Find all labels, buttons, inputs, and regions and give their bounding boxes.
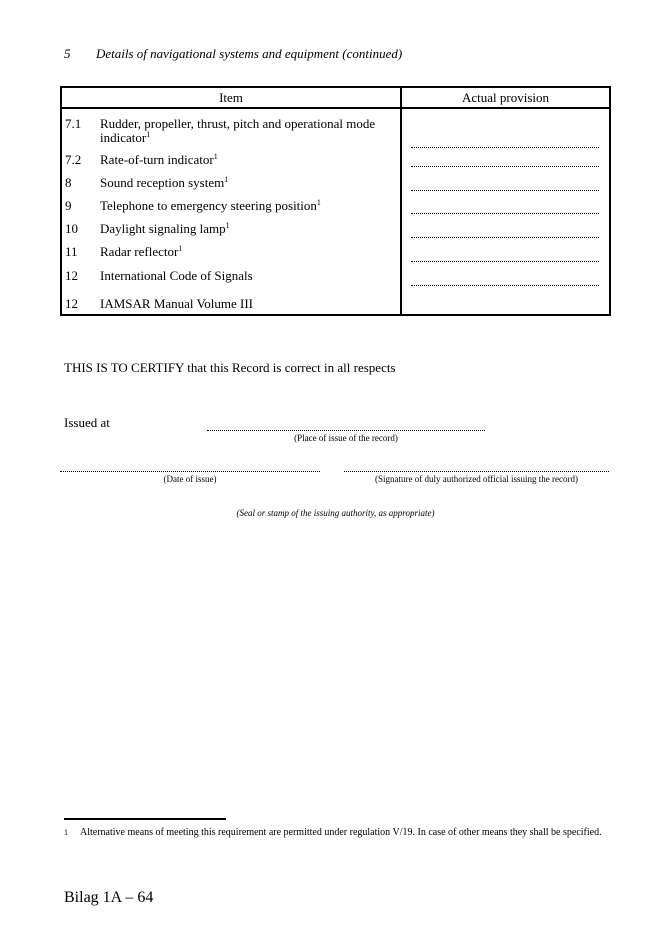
item-text: IAMSAR Manual Volume III	[100, 296, 253, 311]
seal-caption: (Seal or stamp of the issuing authority, as appropriate)	[236, 508, 435, 518]
item-cell	[61, 108, 401, 315]
item-number: 12	[65, 296, 78, 311]
footnote-mark: 1	[64, 828, 68, 837]
item-description	[100, 117, 390, 145]
item-description	[100, 297, 390, 311]
item-description	[100, 153, 390, 167]
item-text: International Code of Signals	[100, 268, 253, 283]
footnote-ref: 1	[225, 221, 230, 230]
provision-entry-line[interactable]	[411, 213, 599, 214]
item-text: Telephone to emergency steering position	[100, 198, 317, 213]
section-heading	[64, 46, 402, 62]
issued-at-label: Issued at	[64, 415, 110, 430]
item-number: 12	[65, 268, 78, 283]
item-number: 11	[65, 244, 78, 259]
section-title: Details of navigational systems and equipment (continued)	[96, 46, 403, 61]
table-row	[62, 153, 390, 167]
item-description	[100, 222, 390, 236]
provision-entry-line[interactable]	[411, 237, 599, 238]
item-description	[100, 176, 390, 190]
item-description	[100, 245, 390, 259]
item-number: 7.1	[65, 116, 82, 131]
provision-entry-line[interactable]	[411, 285, 599, 286]
signature-caption: (Signature of duly authorized official issuing the record)	[374, 474, 579, 484]
item-column-header: Item	[61, 87, 401, 108]
section-number: 5	[64, 46, 71, 61]
item-text: Rudder, propeller, thrust, pitch and operational mode indicator	[100, 116, 376, 145]
footnote-ref: 1	[224, 175, 229, 184]
item-text: Daylight signaling lamp	[100, 221, 226, 236]
table-row	[62, 297, 390, 311]
equipment-table	[60, 86, 611, 316]
footnote-ref: 1	[316, 198, 321, 207]
date-caption: (Date of issue)	[163, 474, 217, 484]
item-text: Rate-of-turn indicator	[100, 152, 214, 167]
date-of-issue-line[interactable]	[60, 471, 320, 472]
item-list	[62, 109, 400, 314]
place-caption: (Place of issue of the record)	[294, 433, 398, 443]
footnote-text: Alternative means of meeting this requirement are permitted under regulation V/19. In case of other means they shall be specified.	[80, 827, 602, 838]
footnote-divider	[64, 818, 226, 820]
provision-entry-line[interactable]	[411, 190, 599, 191]
table-row	[62, 117, 390, 145]
provision-entry-line[interactable]	[411, 147, 599, 148]
certify-statement: THIS IS TO CERTIFY that this Record is correct in all respects	[64, 360, 396, 375]
provision-entry-line[interactable]	[411, 166, 599, 167]
table-row	[62, 222, 390, 236]
item-number: 8	[65, 175, 72, 190]
provision-column-header: Actual provision	[401, 87, 610, 108]
footnote-ref: 1	[178, 244, 183, 253]
table-row	[62, 199, 390, 213]
item-number: 7.2	[65, 152, 82, 167]
footnote	[64, 826, 604, 839]
table-row	[62, 269, 390, 283]
footnote-ref: 1	[146, 130, 151, 139]
provision-list	[402, 109, 609, 314]
signature-line[interactable]	[344, 471, 609, 472]
item-text: Radar reflector	[100, 244, 179, 259]
item-text: Sound reception system	[100, 175, 225, 190]
item-number: 9	[65, 198, 72, 213]
footnote-ref: 1	[213, 152, 218, 161]
item-description	[100, 269, 390, 283]
provision-entry-line[interactable]	[411, 261, 599, 262]
item-number: 10	[65, 221, 78, 236]
table-row	[62, 176, 390, 190]
place-of-issue-line[interactable]	[207, 430, 485, 431]
provision-cell	[401, 108, 610, 315]
page-number: Bilag 1A – 64	[64, 889, 154, 906]
item-description	[100, 199, 390, 213]
table-row	[62, 245, 390, 259]
